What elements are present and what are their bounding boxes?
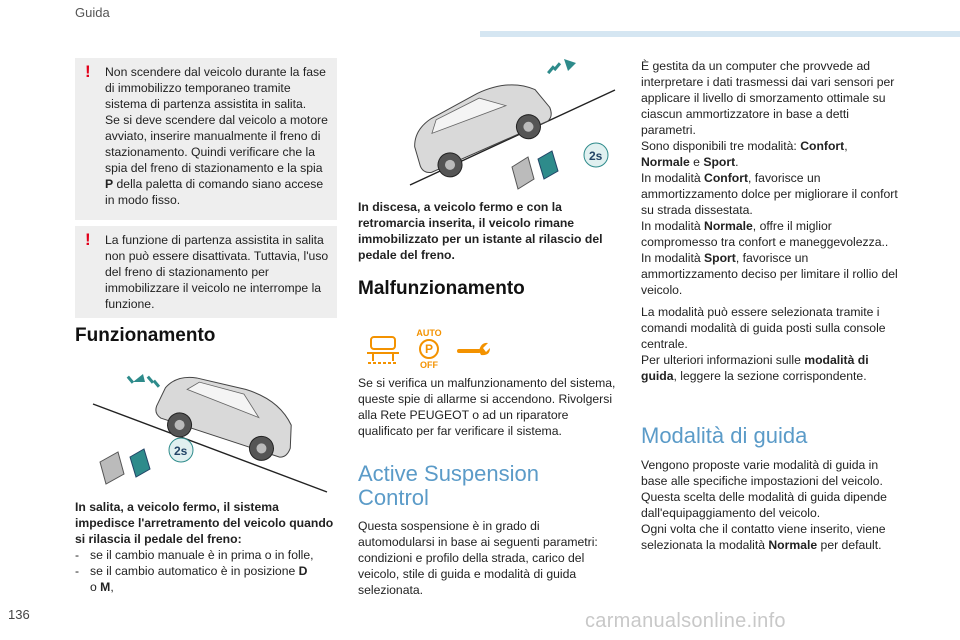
page-number: 136	[8, 607, 30, 622]
suspension-warning-icon	[365, 333, 401, 367]
warning-mark: !	[85, 230, 91, 249]
warning-mark: !	[85, 62, 91, 81]
list-item: - se il cambio manuale è in prima o in folle,	[75, 547, 340, 563]
section-heading-malfunzionamento: Malfunzionamento	[358, 278, 525, 299]
section-heading-drive-modes: Modalità di guida	[641, 423, 808, 448]
section-heading-funzionamento: Funzionamento	[75, 325, 216, 346]
watermark: carmanualsonline.info	[585, 610, 786, 632]
warning-text: Non scendere dal veicolo durante la fase di immobilizzo temporaneo tramite sistema di partenza assistita in salita. Se si deve scendere dal veicolo a motore avviato, inserire manualmente il freno di stazionamento. Quindi verificare che la spia del freno di stazionamento e la spia P della paletta di comando siano accese in modo fisso.	[105, 65, 328, 207]
section-heading-active-suspension: Active Suspension Control	[358, 461, 539, 510]
uphill-conditions-list	[75, 547, 340, 595]
timer-badge: 2s	[174, 444, 188, 458]
warning-text: La funzione di partenza assistita in salita non può essere disattivata. Tuttavia, l'uso del freno di stazionamento per immobilizzare il veicolo ne interrompe la funzione.	[105, 233, 329, 311]
downhill-car-illustration	[400, 55, 620, 190]
auto-park-off-icon: AUTO P OFF	[416, 328, 442, 370]
warning-box-1	[75, 58, 337, 220]
timer-badge: 2s	[589, 149, 603, 163]
uphill-caption: In salita, a veicolo fermo, il sistema impedisce l'arretramento del veicolo quando si rilascia il pedale del freno:	[75, 500, 334, 546]
header-bar	[480, 31, 960, 37]
drive-modes-text: Vengono proposte varie modalità di guida in base alle specifiche impostazioni del veicolo. Questa scelta delle modalità di guida dipende dall'equipaggiamento del veicolo. Ogni volta che il contatto viene inserito, viene selezionata la modalità Normale per default.	[641, 458, 887, 552]
list-item: - se il cambio automatico è in posizione D o M,	[75, 563, 340, 595]
downhill-caption: In discesa, a veicolo fermo e con la retromarcia inserita, il veicolo rimane immobilizzato per un istante al rilascio del pedale del freno.	[358, 200, 603, 262]
asc-description: È gestita da un computer che provvede ad interpretare i dati trasmessi dai vari sensori per applicare il livello di smorzamento ottimale su ciascun ammortizzatore in base a detti parametri. Sono disponibili tre modalità: Confort, Normale e Sport. In modalità Confort, favorisce un ammortizzamento dolce per migliorare il confort su strada dissestata. In modalità Normale, offre il miglior compromesso tra confort e maneggevolezza.. In modalità Sport, favorisce un ammortizzamento deciso per limitare il rollio del veicolo. La modalità può essere selezionata tramite i comandi modalità di guida posti sulla console centrale. Per ulteriori informazioni sulle modalità di guida, leggere la sezione corrispondente.	[641, 59, 898, 383]
uphill-car-illustration	[85, 362, 335, 497]
service-wrench-icon	[455, 338, 491, 360]
warning-box-2	[75, 226, 337, 318]
asc-intro-text: Questa sospensione è in grado di automodularsi in base ai seguenti parametri: condizioni e profilo della strada, carico del veicolo, stile di guida e modalità di guida selezionata.	[358, 519, 598, 597]
header-title: Guida	[75, 5, 110, 20]
malfunction-text: Se si verifica un malfunzionamento del sistema, queste spie di allarme si accendono. Rivolgersi alla Rete PEUGEOT o ad un riparatore qualificato per far verificare il sistema.	[358, 376, 616, 438]
